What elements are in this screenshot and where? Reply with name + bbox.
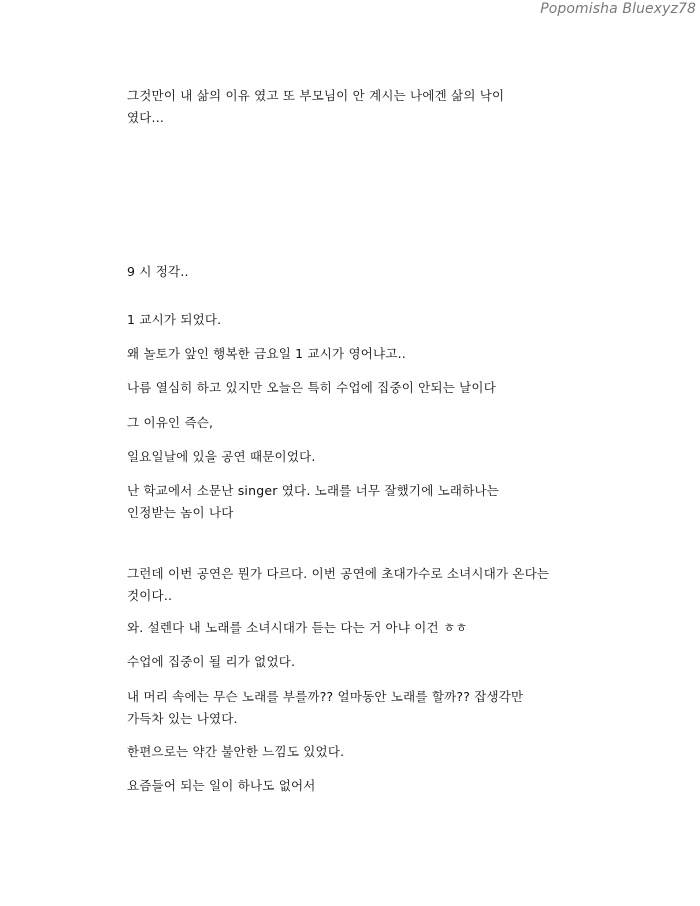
paragraph-3: 1 교시가 되었다. bbox=[127, 312, 222, 327]
paragraph-12: 내 머리 속에는 무슨 노래를 부를까?? 얼마동안 노래를 할까?? 잡생각만 가득차 있는 나였다. bbox=[127, 689, 524, 726]
paragraph-4: 왜 놀토가 앞인 행복한 금요일 1 교시가 영어냐고.. bbox=[127, 346, 406, 361]
paragraph-1: 그것만이 내 삶의 이유 였고 또 부모님이 안 계시는 나에겐 삶의 낙이 였다... bbox=[127, 88, 505, 125]
paragraph-8: 난 학교에서 소문난 singer 였다. 노래를 너무 잘했기에 노래하나는 인정받는 놈이 나다 bbox=[127, 483, 500, 520]
paragraph-7: 일요일날에 있을 공연 때문이었다. bbox=[127, 449, 316, 464]
watermark: Popomisha Bluexyz78 bbox=[540, 1, 696, 17]
paragraph-13: 한편으로는 약간 불안한 느낌도 있었다. bbox=[127, 744, 345, 759]
paragraph-5: 나름 열심히 하고 있지만 오늘은 특히 수업에 집중이 안되는 날이다 bbox=[127, 380, 496, 395]
paragraph-10: 와. 설렌다 내 노래를 소녀시대가 듣는 다는 거 아냐 이건 ㅎㅎ bbox=[127, 620, 468, 635]
paragraph-9: 그런데 이번 공연은 뭔가 다르다. 이번 공연에 초대가수로 소녀시대가 온다는 것이다.. bbox=[127, 566, 550, 603]
paragraph-6: 그 이유인 즉슨, bbox=[127, 415, 214, 430]
paragraph-11: 수업에 집중이 될 리가 없었다. bbox=[127, 654, 296, 669]
paragraph-2: 9 시 정각.. bbox=[127, 264, 189, 279]
paragraph-14: 요즘들어 되는 일이 하나도 없어서 bbox=[127, 778, 316, 793]
